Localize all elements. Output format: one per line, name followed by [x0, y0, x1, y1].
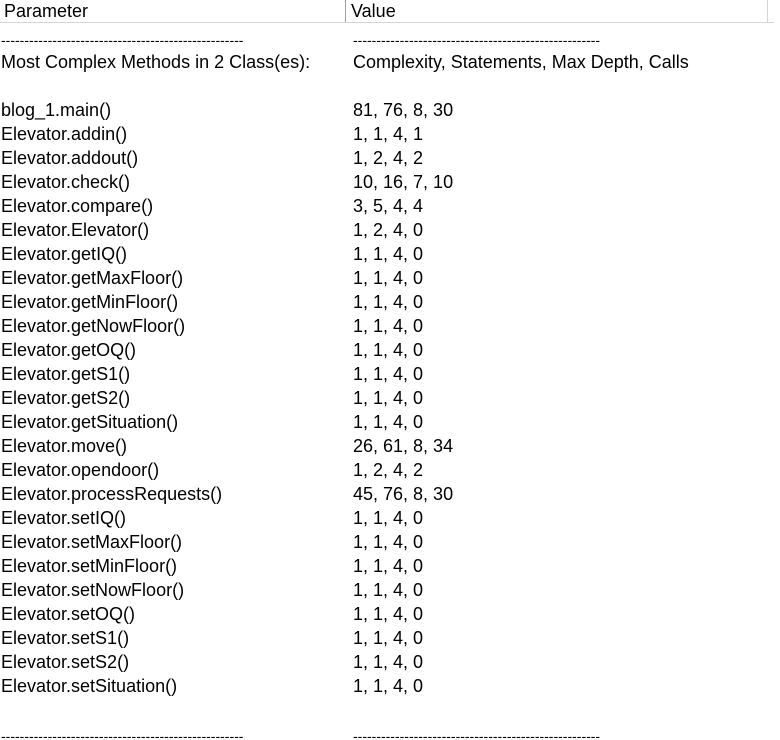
method-row[interactable] — [0, 338, 780, 362]
method-metrics: 1, 1, 4, 0 — [353, 364, 424, 384]
separator-value: ----------------------------------------------------- — [353, 32, 601, 48]
method-row[interactable] — [0, 434, 780, 458]
method-name: Elevator.check() — [1, 172, 131, 192]
method-row[interactable] — [0, 218, 780, 242]
method-row[interactable] — [0, 170, 780, 194]
blank-row[interactable] — [0, 74, 780, 98]
method-name: Elevator.move() — [1, 436, 128, 456]
method-metrics: 1, 2, 4, 0 — [353, 220, 424, 240]
method-metrics: 1, 1, 4, 0 — [353, 652, 424, 672]
method-name: Elevator.getMinFloor() — [1, 292, 179, 312]
method-name: Elevator.Elevator() — [1, 220, 150, 240]
method-name: Elevator.setS1() — [1, 628, 130, 648]
method-name: Elevator.getS1() — [1, 364, 131, 384]
column-header-parameter[interactable]: Parameter — [0, 0, 346, 22]
method-metrics: 1, 1, 4, 0 — [353, 580, 424, 600]
method-metrics: 1, 1, 4, 0 — [353, 340, 424, 360]
method-metrics: 1, 1, 4, 0 — [353, 604, 424, 624]
method-row[interactable] — [0, 290, 780, 314]
method-name: blog_1.main() — [1, 100, 112, 120]
separator-param: ---------------------------------------------------- — [1, 728, 244, 740]
method-name: Elevator.setIQ() — [1, 508, 127, 528]
method-row[interactable] — [0, 266, 780, 290]
column-header-value[interactable]: Value — [351, 1, 396, 21]
method-row[interactable] — [0, 650, 780, 674]
method-rows — [0, 98, 780, 698]
method-metrics: 1, 1, 4, 1 — [353, 124, 424, 144]
method-name: Elevator.setSituation() — [1, 676, 178, 696]
method-row[interactable] — [0, 458, 780, 482]
method-name: Elevator.processRequests() — [1, 484, 223, 504]
method-row[interactable] — [0, 506, 780, 530]
method-row[interactable] — [0, 146, 780, 170]
method-metrics: 26, 61, 8, 34 — [353, 436, 454, 456]
method-metrics: 10, 16, 7, 10 — [353, 172, 454, 192]
method-row[interactable] — [0, 410, 780, 434]
method-metrics: 1, 1, 4, 0 — [353, 556, 424, 576]
list-header — [0, 0, 774, 23]
method-metrics: 1, 1, 4, 0 — [353, 508, 424, 528]
method-row[interactable] — [0, 674, 780, 698]
method-row[interactable] — [0, 242, 780, 266]
method-metrics: 1, 2, 4, 2 — [353, 460, 424, 480]
separator-param: ---------------------------------------------------- — [1, 32, 244, 48]
method-name: Elevator.getIQ() — [1, 244, 128, 264]
method-row[interactable] — [0, 626, 780, 650]
method-name: Elevator.setS2() — [1, 652, 130, 672]
list-body — [0, 26, 780, 740]
method-metrics: 1, 1, 4, 0 — [353, 628, 424, 648]
method-name: Elevator.setOQ() — [1, 604, 136, 624]
separator-row-top[interactable] — [0, 26, 780, 50]
method-name: Elevator.getMaxFloor() — [1, 268, 184, 288]
method-metrics: 1, 1, 4, 0 — [353, 388, 424, 408]
method-metrics: 1, 1, 4, 0 — [353, 316, 424, 336]
method-name: Elevator.opendoor() — [1, 460, 160, 480]
method-row[interactable] — [0, 314, 780, 338]
method-name: Elevator.addin() — [1, 124, 128, 144]
method-metrics: 1, 1, 4, 0 — [353, 292, 424, 312]
method-row[interactable] — [0, 578, 780, 602]
method-metrics: 1, 1, 4, 0 — [353, 268, 424, 288]
summary-value: Complexity, Statements, Max Depth, Calls — [353, 52, 689, 72]
separator-row-bottom[interactable] — [0, 722, 780, 740]
blank-row[interactable] — [0, 698, 780, 722]
method-name: Elevator.getSituation() — [1, 412, 179, 432]
method-row[interactable] — [0, 530, 780, 554]
method-metrics: 3, 5, 4, 4 — [353, 196, 424, 216]
method-name: Elevator.setMinFloor() — [1, 556, 178, 576]
method-metrics: 45, 76, 8, 30 — [353, 484, 454, 504]
header-edge — [767, 0, 768, 22]
method-row[interactable] — [0, 98, 780, 122]
method-row[interactable] — [0, 194, 780, 218]
method-row[interactable] — [0, 482, 780, 506]
method-metrics: 1, 1, 4, 0 — [353, 532, 424, 552]
method-row[interactable] — [0, 362, 780, 386]
method-name: Elevator.compare() — [1, 196, 154, 216]
method-metrics: 1, 1, 4, 0 — [353, 244, 424, 264]
method-metrics: 1, 2, 4, 2 — [353, 148, 424, 168]
method-row[interactable] — [0, 602, 780, 626]
method-row[interactable] — [0, 554, 780, 578]
summary-row[interactable] — [0, 50, 780, 74]
method-name: Elevator.setMaxFloor() — [1, 532, 183, 552]
method-row[interactable] — [0, 122, 780, 146]
separator-value: ----------------------------------------------------- — [353, 728, 601, 740]
method-name: Elevator.getNowFloor() — [1, 316, 186, 336]
method-metrics: 1, 1, 4, 0 — [353, 412, 424, 432]
method-name: Elevator.setNowFloor() — [1, 580, 185, 600]
method-name: Elevator.addout() — [1, 148, 139, 168]
method-name: Elevator.getOQ() — [1, 340, 137, 360]
method-name: Elevator.getS2() — [1, 388, 131, 408]
summary-label: Most Complex Methods in 2 Class(es): — [1, 52, 311, 72]
method-row[interactable] — [0, 386, 780, 410]
method-metrics: 81, 76, 8, 30 — [353, 100, 454, 120]
method-metrics: 1, 1, 4, 0 — [353, 676, 424, 696]
